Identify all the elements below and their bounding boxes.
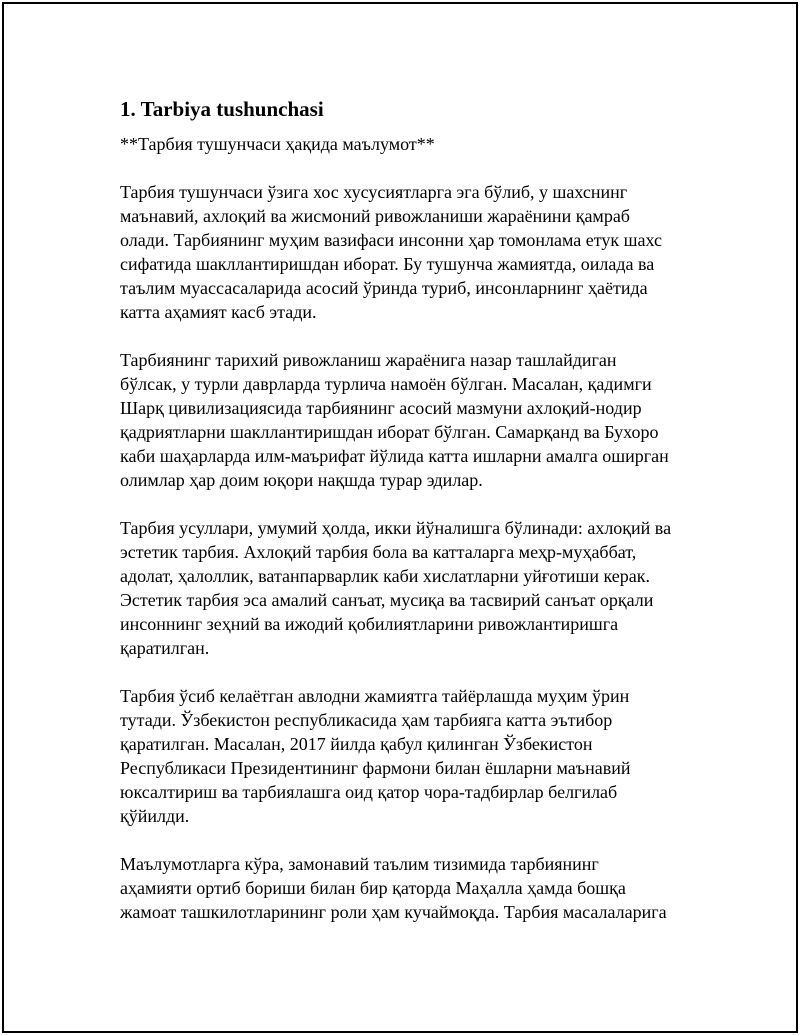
paragraph-line: Республикаси Президентининг фармони билан ёшларни маънавий — [120, 758, 631, 778]
paragraph-line: таълим муассасаларида асосий ўринда туриб, инсонларнинг ҳаётида — [120, 278, 648, 298]
paragraph-line: юксалтириш ва тарбиялашга оид қатор чора-тадбирлар белгилаб — [120, 782, 618, 802]
paragraph-line: қаратилган. — [120, 638, 210, 658]
paragraph-line: бўлсак, у турли даврларда турлича намоён бўлган. Масалан, қадимги — [120, 374, 652, 394]
paragraph-line: сифатида шакллантиришдан иборат. Бу тушунча жамиятда, оилада ва — [120, 254, 655, 274]
paragraph-line: жамоат ташкилотларининг роли ҳам кучаймоқда. Тарбия масалаларига — [120, 902, 667, 922]
paragraph-line: адолат, ҳалоллик, ватанпарварлик каби хислатларни уйғотиши керак. — [120, 566, 650, 586]
paragraph-line: Эстетик тарбия эса амалий санъат, мусиқа ва тасвирий санъат орқали — [120, 590, 654, 610]
paragraph-line: эстетик тарбия. Ахлоқий тарбия бола ва катталарга меҳр-муҳаббат, — [120, 542, 637, 562]
paragraph-line: каби шаҳарларда илм-маърифат йўлида катта ишларни амалга оширган — [120, 446, 669, 466]
paragraph-line: қадриятларни шакллантиришдан иборат бўлган. Самарқанд ва Бухоро — [120, 422, 659, 442]
paragraph-line: Тарбия тушунчаси ўзига хос хусусиятларга эга бўлиб, у шахснинг — [120, 182, 628, 202]
paragraph-line: тутади. Ўзбекистон республикасида ҳам тарбияга катта эътибор — [120, 710, 613, 730]
paragraph-1 — [120, 180, 700, 324]
paragraph-line: Маълумотларга кўра, замонавий таълим тизимида тарбиянинг — [120, 854, 599, 874]
paragraph-line: Тарбия ўсиб келаётган авлодни жамиятга тайёрлашда муҳим ўрин — [120, 686, 630, 706]
section-heading: 1. Tarbiya tushunchasi — [120, 97, 324, 121]
paragraph-line: инсоннинг зеҳний ва ижодий қобилиятларини ривожлантиришга — [120, 614, 619, 634]
paragraph-line: олади. Тарбиянинг муҳим вазифаси инсонни ҳар томонлама етук шахс — [120, 230, 662, 250]
paragraph-line: олимлар ҳар доим юқори нақшда турар эдилар. — [120, 470, 483, 490]
paragraph-line: катта аҳамият касб этади. — [120, 302, 317, 322]
section-subheading: **Тарбия тушунчаси ҳақида маълумот** — [120, 134, 435, 154]
paragraph-line: аҳамияти ортиб бориши билан бир қаторда Маҳалла ҳамда бошқа — [120, 878, 626, 898]
paragraph-line: Тарбиянинг тарихий ривожланиш жараёнига назар ташлайдиган — [120, 350, 617, 370]
paragraph-2 — [120, 348, 700, 492]
paragraph-line: қаратилган. Масалан, 2017 йилда қабул қилинган Ўзбекистон — [120, 734, 593, 754]
document-content — [120, 96, 700, 924]
paragraph-line: Шарқ цивилизациясида тарбиянинг асосий мазмуни ахлоқий-нодир — [120, 398, 642, 418]
document-page — [2, 2, 798, 1033]
paragraph-3 — [120, 516, 700, 660]
paragraph-line: Тарбия усуллари, умумий ҳолда, икки йўналишга бўлинади: ахлоқий ва — [120, 518, 672, 538]
paragraph-4 — [120, 684, 700, 828]
paragraph-line: қўйилди. — [120, 806, 190, 826]
paragraph-line: маънавий, ахлоқий ва жисмоний ривожланиши жараёнини қамраб — [120, 206, 630, 226]
paragraph-5 — [120, 852, 700, 924]
